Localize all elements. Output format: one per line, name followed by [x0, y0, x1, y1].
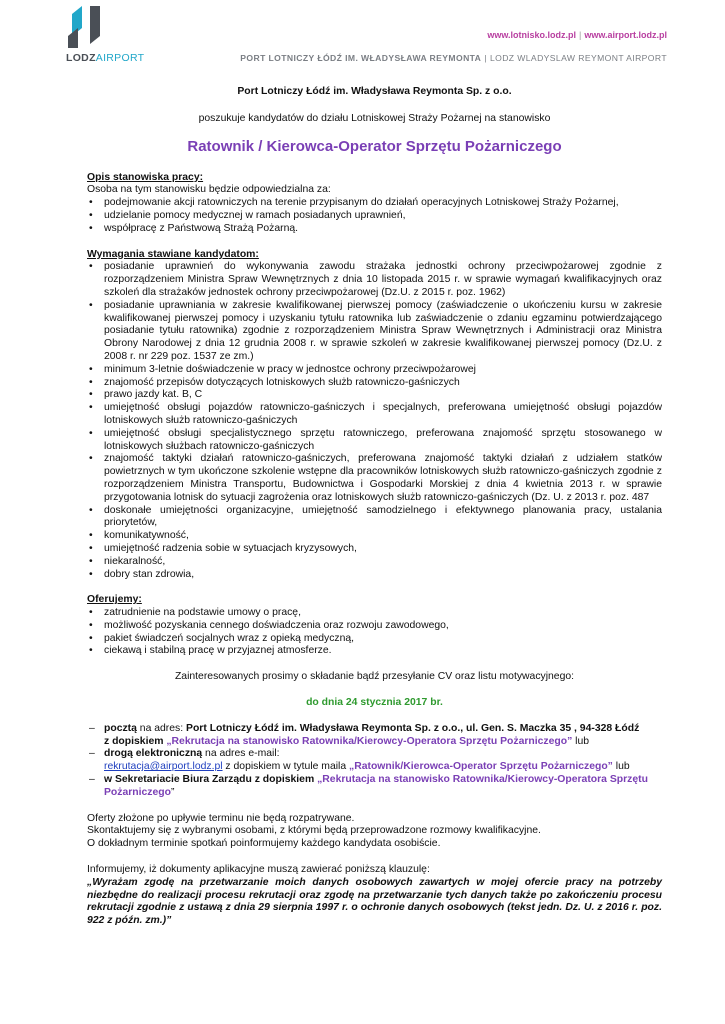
- airport-name-line: PORT LOTNICZY ŁÓDŹ IM. WŁADYSŁAWA REYMONTA | LODZ WLADYSLAW REYMONT AIRPORT: [240, 53, 667, 63]
- list-item: • umiejętność obsługi pojazdów ratowniczo-gaśniczych i specjalnych, preferowana umiejętność obsługi pojazdów lotniskowych służb ratowniczo-gaśniczych: [87, 402, 662, 428]
- list-item: • posiadanie uprawnień do wykonywania zawodu strażaka jednostki ochrony przeciwpożarowej zgodnie z rozporządzeniem Ministra Spraw Wewnętrznych z dnia 10 listopada 2015 r. w sprawie wymagań kwalifikacyjnych oraz szkoleń dla strażaków jednostek ochrony przeciwpożarowej (Dz.U. z 2015 r. poz. 1962): [87, 261, 662, 299]
- list-item: • minimum 3-letnie doświadczenie w pracy w jednostce ochrony przeciwpożarowej: [87, 364, 662, 377]
- list-item: • prawo jazdy kat. B, C: [87, 389, 662, 402]
- closing-line-3: O dokładnym terminie spotkań poinformujemy każdego kandydata osobiście.: [87, 838, 441, 850]
- list-item: • podejmowanie akcji ratowniczych na terenie przypisanym do działań operacyjnych Lotniskowej Straży Pożarnej,: [87, 197, 662, 210]
- position-title: Ratownik / Kierowca-Operator Sprzętu Pożarniczego: [187, 137, 562, 155]
- seeking-line: poszukuje kandydatów do działu Lotniskowej Straży Pożarnej na stanowisko: [198, 112, 551, 124]
- consent-clause: „Wyrażam zgodę na przetwarzanie moich danych osobowych zawartych w mojej ofercie pracy na potrzeby niezbędne do realizacji procesu rekrutacji oraz zgodę na przetwarzanie tych danych także po zakończeniu procesu rekrutacji zgodnie z ustawą z dnia 29 sierpnia 1997 r. o ochronie danych osobowych (tekst jedn. Dz. U. z 2016 r. poz. 922 z późn. zm.)”: [87, 876, 662, 927]
- requirements-list: [87, 261, 662, 581]
- url-pl-link[interactable]: www.lotnisko.lodz.pl: [487, 30, 576, 40]
- apply-methods: [87, 723, 662, 800]
- list-item: • znajomość taktyki działań ratowniczo-gaśniczych, preferowana znajomość taktyki działań z udziałem statków powietrznych w tym ukończone szkolenie wstępne dla pracowników lotniskowych służb ratowniczo-gaśniczych zgodnie z rozporządzeniem Ministra Transportu, Budownictwa i Gospodarki Morskiej z dnia 4 kwietnia 2013 r. w sprawie przygotowania lotnisk do sytuacji zagrożenia oraz lotniskowych służb ratowniczo-gaśniczych (Dz. U. z 2013 r. poz. 487: [87, 453, 662, 504]
- list-item: • niekaralność,: [87, 556, 662, 569]
- logo-mark-icon: [66, 6, 136, 50]
- postal-address: Port Lotniczy Łódź im. Władysława Reymonta Sp. z o.o., ul. Gen. S. Maczka 35 , 94-328 Łódź: [186, 722, 640, 734]
- closing-line-2: Skontaktujemy się z wybranymi osobami, z którymi będą przeprowadzone rozmowy kwalifikacyjne.: [87, 825, 541, 837]
- description-title: Opis stanowiska pracy:: [87, 171, 204, 183]
- list-item: • możliwość pozyskania cennego doświadczenia oraz rozwoju zawodowego,: [87, 620, 662, 633]
- offer-list: [87, 607, 662, 658]
- office-note: „Rekrutacja na stanowisko Ratownika/Kierowcy-Operatora Sprzętu Pożarniczego: [104, 774, 648, 798]
- list-item: • ciekawą i stabilną pracę w przyjaznej atmosferze.: [87, 645, 662, 658]
- list-item: • zatrudnienie na podstawie umowy o pracę,: [87, 607, 662, 620]
- list-item: • umiejętność radzenia sobie w sytuacjach kryzysowych,: [87, 543, 662, 556]
- apply-by-email: – drogą elektroniczną na adres e-mail: rekrutacja@airport.lodz.pl z dopiskiem w tytule maila „Ratownik/Kierowca-Operator Sprzętu Pożarniczego” lub: [87, 748, 662, 774]
- clause-intro: Informujemy, iż dokumenty aplikacyjne muszą zawierać poniższą klauzulę:: [87, 864, 430, 876]
- list-item: • doskonałe umiejętności organizacyjne, umiejętność samodzielnego i efektywnego planowania pracy, ustalania priorytetów,: [87, 505, 662, 531]
- company-name: Port Lotniczy Łódź im. Władysława Reymonta Sp. z o.o.: [237, 86, 512, 97]
- post-note: „Rekrutacja na stanowisko Ratownika/Kierowcy-Operatora Sprzętu Pożarniczego”: [166, 735, 573, 747]
- closing-line-1: Oferty złożone po upływie terminu nie będą rozpatrywane.: [87, 812, 355, 824]
- list-item: • komunikatywność,: [87, 530, 662, 543]
- list-item: • współpracę z Państwową Strażą Pożarną.: [87, 223, 662, 236]
- letterhead: [0, 0, 725, 80]
- list-item: • posiadanie uprawniania w zakresie kwalifikowanej pierwszej pomocy (zaświadczenie o ukończeniu kursu w zakresie kwalifikowanej pierwszej pomocy i uzyskaniu tytułu ratownika lub zaświadczenie o zdaniu egzaminu potwierdzającego posiadanie tytułu ratownika) zgodnie z rozporządzeniem Ministra Spraw Wewnętrznych i Administracji oraz Ministra Obrony Narodowej z dnia 12 grudnia 2008 r. w sprawie szkoleń w zakresie kwalifikowanej pierwszej pomocy (Dz.U. z 2008 r. nr 229 poz. 1537 ze zm.): [87, 300, 662, 364]
- list-item: • udzielanie pomocy medycznej w ramach posiadanych uprawnień,: [87, 210, 662, 223]
- apply-by-post: – pocztą na adres: Port Lotniczy Łódź im. Władysława Reymonta Sp. z o.o., ul. Gen. S. Maczka 35 , 94-328 Łódź z dopiskiem „Rekrutacja na stanowisko Ratownika/Kierowcy-Operatora Sprzętu Pożarniczego” lub: [87, 723, 662, 749]
- apply-in-office: – w Sekretariacie Biura Zarządu z dopiskiem „Rekrutacja na stanowisko Ratownika/Kierowcy-Operatora Sprzętu Pożarniczego”: [87, 774, 662, 800]
- apply-invite: Zainteresowanych prosimy o składanie bądź przesyłanie CV oraz listu motywacyjnego:: [174, 671, 575, 683]
- website-links: www.lotnisko.lodz.pl | www.airport.lodz.pl: [487, 30, 667, 40]
- email-link[interactable]: rekrutacja@airport.lodz.pl: [104, 761, 223, 773]
- description-lead: Osoba na tym stanowisku będzie odpowiedzialna za:: [87, 184, 331, 196]
- job-posting: [87, 76, 662, 928]
- deadline: do dnia 24 stycznia 2017 br.: [306, 697, 443, 709]
- logo-wordmark: LODZAIRPORT: [66, 52, 145, 64]
- description-list: [87, 197, 662, 235]
- requirements-title: Wymagania stawiane kandydatom:: [87, 248, 259, 260]
- list-item: • znajomość przepisów dotyczących lotniskowych służb ratowniczo-gaśniczych: [87, 377, 662, 390]
- list-item: • umiejętność obsługi specjalistycznego sprzętu ratowniczego, preferowana znajomość sprzętu stosowanego w lotniskowych służbach ratowniczo-gaśniczych: [87, 428, 662, 454]
- url-en-link[interactable]: www.airport.lodz.pl: [584, 30, 667, 40]
- email-note: „Ratownik/Kierowca-Operator Sprzętu Pożarniczego”: [349, 761, 613, 773]
- airport-logo: [66, 6, 166, 66]
- offer-title: Oferujemy:: [87, 594, 142, 606]
- list-item: • dobry stan zdrowia,: [87, 569, 662, 582]
- list-item: • pakiet świadczeń socjalnych wraz z opieką medyczną,: [87, 633, 662, 646]
